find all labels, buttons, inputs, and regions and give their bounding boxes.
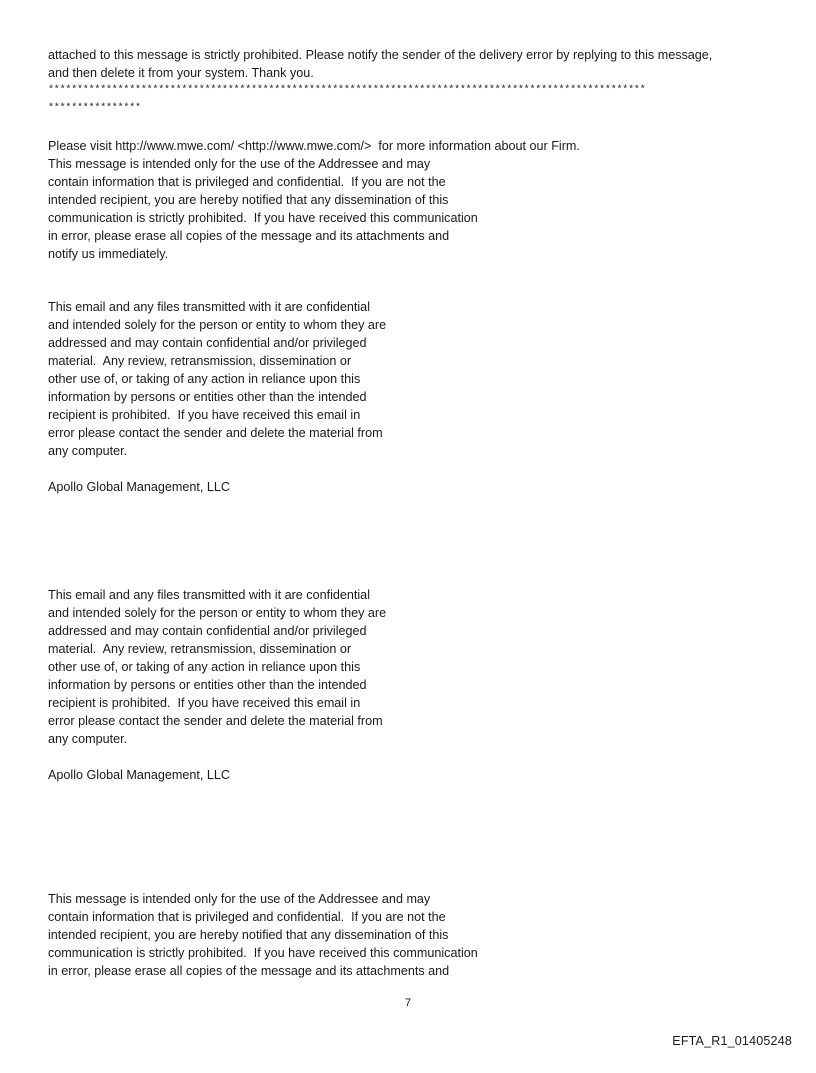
addressee-notice-paragraph: This message is intended only for the use of the Addressee and may contain information that is privileged and confidential. If you are not the intended recipient, you are hereby notified that any dissemination of this communication is strictly prohibited. If you have received this communication in error, please erase all copies of the message and its attachments and xyxy=(48,892,478,978)
separator-line: ******************************************************************************************************* xyxy=(48,85,646,96)
apollo-disclaimer-paragraph: This email and any files transmitted with it are confidential and intended solely for the person or entity to whom they are addressed and may contain confidential and/or privileged material. Any review, retransmission, dissemination or other use of, or taking of any action in reliance upon this information by persons or entities other than the intended recipient is prohibited. If you have received this email in error please contact the sender and delete the material from any computer. xyxy=(48,300,387,458)
delivery-error-paragraph: attached to this message is strictly prohibited. Please notify the sender of the delivery error by replying to this message, and then delete it from your system. Thank you. xyxy=(48,48,713,80)
separator-line: **************** xyxy=(48,103,141,114)
mwe-notice-paragraph: Please visit http://www.mwe.com/ <http://www.mwe.com/> for more information about our Firm. This message is intended only for the use of the Addressee and may contain information that is privileged and confidential. If you are not the intended recipient, you are hereby notified that any dissemination of this communication is strictly prohibited. If you have received this communication in error, please erase all copies of the message and its attachments and notify us immediately. xyxy=(48,139,580,261)
document-id: EFTA_R1_01405248 xyxy=(672,1034,792,1048)
apollo-disclaimer-paragraph: This email and any files transmitted with it are confidential and intended solely for the person or entity to whom they are addressed and may contain confidential and/or privileged material. Any review, retransmission, dissemination or other use of, or taking of any action in reliance upon this information by persons or entities other than the intended recipient is prohibited. If you have received this email in error please contact the sender and delete the material from any computer. xyxy=(48,588,387,746)
signature: Apollo Global Management, LLC xyxy=(48,480,231,494)
signature: Apollo Global Management, LLC xyxy=(48,768,231,782)
page-number: 7 xyxy=(404,997,412,1009)
